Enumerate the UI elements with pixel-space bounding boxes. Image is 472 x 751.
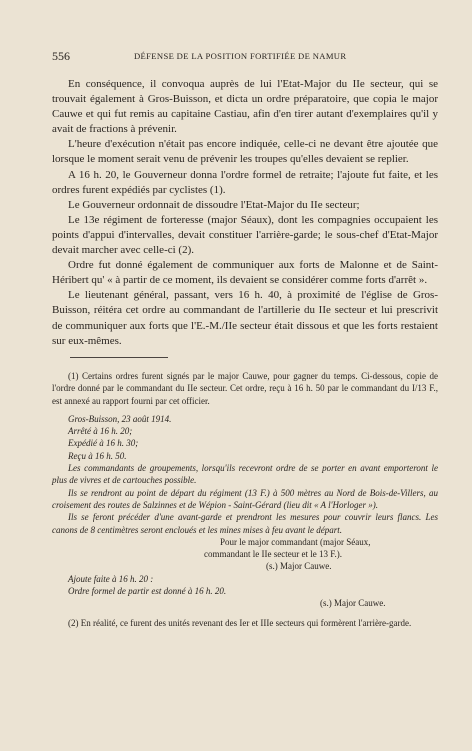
paragraph: Le 13e régiment de forteresse (major Séaux), dont les compagnies occupaient les points d'appui d'intervalles, devait constituer l'arrière-garde; le sous-chef d'Etat-Major devait marcher avec celle-ci (2). <box>52 213 438 257</box>
signature-line: (s.) Major Cauwe. <box>320 598 386 609</box>
signature-line: (s.) Major Cauwe. <box>266 561 332 572</box>
running-title: DÉFENSE DE LA POSITION FORTIFIÉE DE NAMUR <box>134 51 347 61</box>
paragraph: A 16 h. 20, le Gouverneur donna l'ordre formel de retraite; l'ajoute fut faite, et les ordres furent expédiés par cyclistes (1). <box>52 168 438 196</box>
order-paragraph: Ils se feront précéder d'une avant-garde et prendront les mesures pour couvrir leurs flancs. Les canons de 8 centimètres seront encloués et les mines mises à feu avant le départ. <box>52 512 438 535</box>
paragraph: En conséquence, il convoqua auprès de lui l'Etat-Major du IIe secteur, qui se trouvait également à Gros-Buisson, et dicta un ordre préparatoire, que copia le major Cauwe et qui fut remis au capitaine Castiau, afin d'en tirer autant d'exemplaires qu'il y avait de fractions à prévenir. <box>52 78 438 136</box>
paragraph: L'heure d'exécution n'était pas encore indiquée, celle-ci ne devant être ajoutée que lorsque le moment serait venu de prévenir les troupes qu'elles devaient se replier. <box>52 138 438 166</box>
footnote-divider <box>70 357 168 358</box>
body-text <box>52 77 438 349</box>
order-time-line: Reçu à 16 h. 50. <box>68 450 127 461</box>
page-number: 556 <box>52 49 70 63</box>
page-header <box>52 49 438 63</box>
signature-line: commandant le IIe secteur et le 13 F.). <box>204 549 342 560</box>
signature-line: Pour le major commandant (major Séaux, <box>220 536 371 547</box>
footnote-1: (1) Certains ordres furent signés par le major Cauwe, pour gagner du temps. Ci-dessous, copie de l'ordre donné par le commandant du IIe secteur. Cet ordre, reçu à 16 h. 50 par le commandant du I/13 F., est annexé au rapport fourni par cet officier. <box>52 371 438 406</box>
order-date-line: Gros-Buisson, 23 août 1914. <box>68 413 172 424</box>
footnote-2: (2) En réalité, ce furent des unités revenant des Ier et IIIe secteurs qui formèrent l'arrière-garde. <box>68 617 412 628</box>
order-time-line: Expédié à 16 h. 30; <box>68 438 139 449</box>
addendum-line: Ajoute faite à 16 h. 20 : <box>68 573 154 584</box>
paragraph: Le Gouverneur ordonnait de dissoudre l'Etat-Major du IIe secteur; <box>68 198 360 211</box>
order-time-line: Arrêté à 16 h. 20; <box>68 426 133 437</box>
order-paragraph: Les commandants de groupements, lorsqu'ils recevront ordre de se porter en avant emporteront le plus de vivres et de cartouches possible. <box>52 463 438 486</box>
addendum-line: Ordre formel de partir est donné à 16 h. 20. <box>68 586 227 597</box>
paragraph: Le lieutenant général, passant, vers 16 h. 40, à proximité de l'église de Gros-Buisson, réitéra cet ordre au commandant de l'artillerie du IIe secteur et lui prescrivit de communiquer aux forts que l'E.-M./IIe secteur était dissous et que les forts restaient sur eux-mêmes. <box>52 289 438 347</box>
paragraph: Ordre fut donné également de communiquer aux forts de Malonne et de Saint-Héribert qu' « à partir de ce moment, ils devaient se considérer comme forts d'arrêt ». <box>52 259 438 287</box>
order-paragraph: Ils se rendront au point de départ du régiment (13 F.) à 500 mètres au Nord de Bois-de-Villers, au croisement des routes de Salzinnes et de Wépion - Saint-Gérard (lieu dit « A l'Horloger »). <box>52 487 438 510</box>
footnotes <box>52 370 438 629</box>
